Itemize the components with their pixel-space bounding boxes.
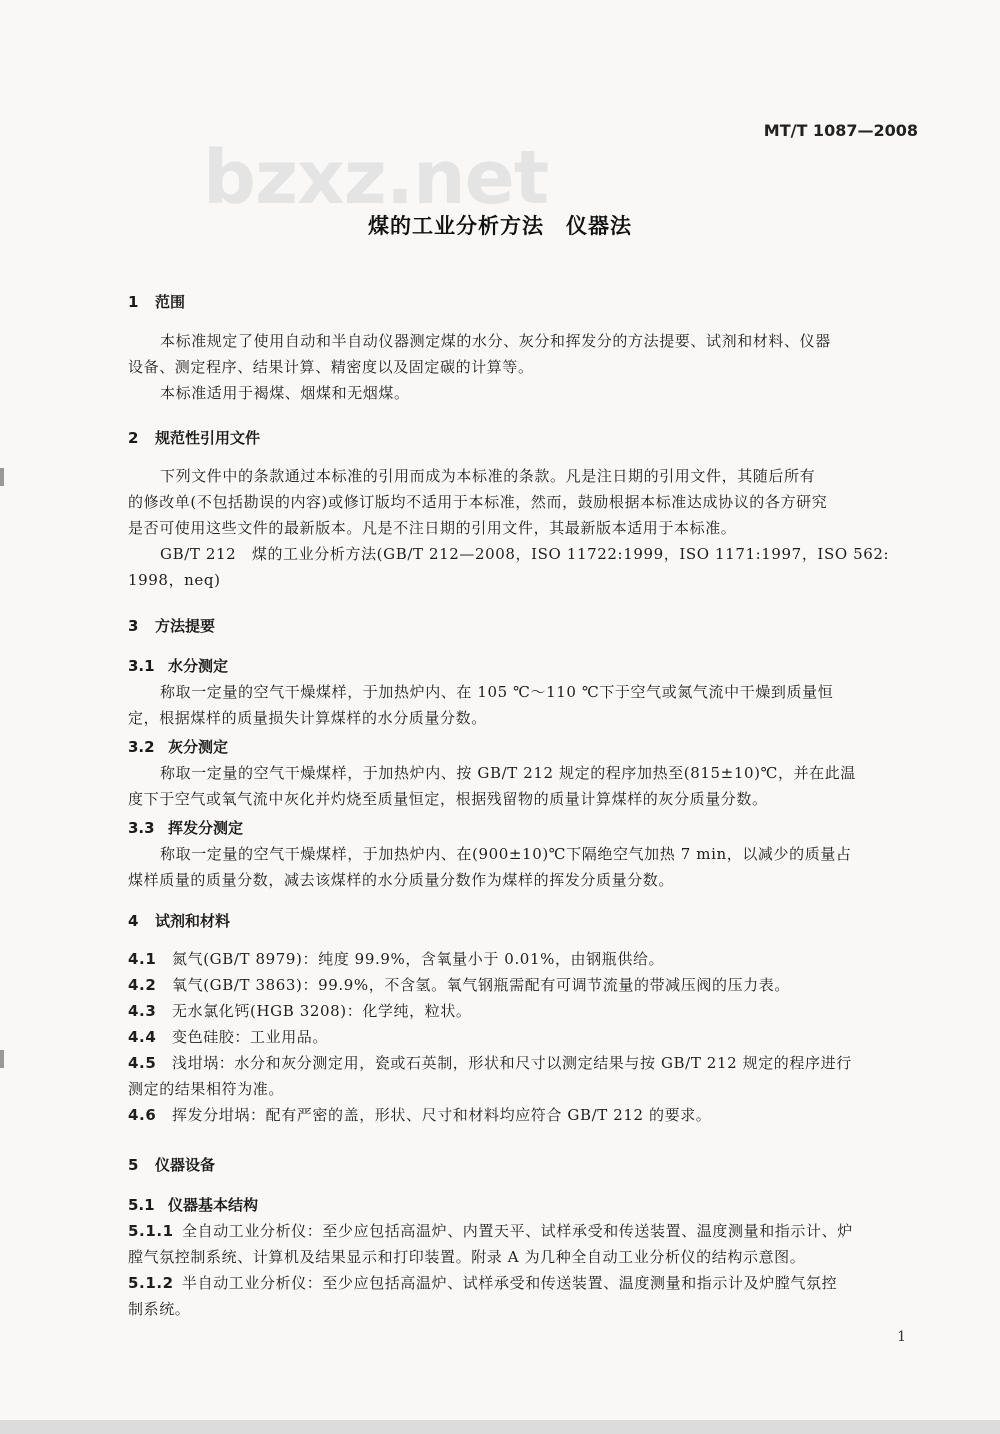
text-line: 本标准规定了使用自动和半自动仪器测定煤的水分、灰分和挥发分的方法提要、试剂和材料、仪器 (160, 332, 831, 350)
text-line: 本标准适用于褐煤、烟煤和无烟煤。 (160, 384, 410, 402)
section-title: 方法提要 (155, 617, 216, 635)
text-line: GB/T 212 煤的工业分析方法(GB/T 212—2008，ISO 11722:1999，ISO 1171:1997，ISO 562: (160, 545, 890, 563)
item-number: 4.6 (128, 1106, 157, 1124)
section-number: 2 (128, 429, 139, 447)
paragraph (128, 679, 918, 731)
section-title: 仪器设备 (155, 1156, 216, 1174)
subsection-heading (128, 736, 228, 757)
text-line: 称取一定量的空气干燥煤样，于加热炉内、按 GB/T 212 规定的程序加热至(815±10)℃，并在此温 (160, 764, 856, 782)
item-number: 4.2 (128, 976, 157, 994)
section-heading (128, 1154, 215, 1175)
item-text-continuation: 测定的结果相符为准。 (128, 1080, 285, 1098)
section-title: 范围 (155, 293, 186, 311)
item-number: 5.1.1 (128, 1222, 174, 1240)
item-list (128, 946, 918, 1128)
section-number: 4 (128, 912, 139, 930)
subsection-number: 3.3 (128, 819, 155, 837)
subsection-number: 3.2 (128, 738, 155, 756)
item-text: 半自动工业分析仪：至少应包括高温炉、试样承受和传送装置、温度测量和指示计及炉膛气氛控 (182, 1274, 838, 1292)
item-text: 变色硅胶：工业用品。 (172, 1028, 329, 1046)
item-number: 4.5 (128, 1054, 157, 1072)
item-text: 浅坩埚：水分和灰分测定用，瓷或石英制，形状和尺寸以测定结果与按 GB/T 212 规定的程序进行 (172, 1054, 852, 1072)
list-item (128, 998, 918, 1024)
item-number: 5.1.2 (128, 1274, 174, 1292)
text-line: 定，根据煤样的质量损失计算煤样的水分质量分数。 (128, 709, 487, 727)
section-heading (128, 291, 185, 312)
subsection-number: 5.1 (128, 1196, 155, 1214)
item-text: 氮气(GB/T 8979)：纯度 99.9%，含氧量小于 0.01%，由钢瓶供给。 (172, 950, 665, 968)
item-number: 4.4 (128, 1028, 157, 1046)
subsection-title: 仪器基本结构 (168, 1196, 259, 1214)
item-text-continuation: 膛气氛控制系统、计算机及结果显示和打印装置。附录 A 为几种全自动工业分析仪的结构示意图。 (128, 1248, 806, 1266)
document-title: 煤的工业分析方法 仪器法 (368, 214, 632, 238)
item-text-continuation: 制系统。 (128, 1300, 191, 1318)
scan-edge-mark (0, 468, 4, 486)
text-line: 设备、测定程序、结果计算、精密度以及固定碳的计算等。 (128, 358, 534, 376)
item-number: 4.1 (128, 950, 157, 968)
section-heading (128, 427, 260, 448)
item-text: 全自动工业分析仪：至少应包括高温炉、内置天平、试样承受和传送装置、温度测量和指示计、炉 (182, 1222, 853, 1240)
list-item (128, 1102, 918, 1128)
text-line: 是否可使用这些文件的最新版本。凡是不注日期的引用文件，其最新版本适用于本标准。 (128, 519, 737, 537)
subsection-title: 灰分测定 (168, 738, 229, 756)
subsection-title: 挥发分测定 (168, 819, 244, 837)
item-text: 无水氯化钙(HGB 3208)：化学纯，粒状。 (172, 1002, 472, 1020)
item-text: 挥发分坩埚：配有严密的盖，形状、尺寸和材料均应符合 GB/T 212 的要求。 (172, 1106, 712, 1124)
paragraph (128, 841, 918, 893)
subsection-heading (128, 1194, 258, 1215)
text-line: 度下于空气或氧气流中灰化并灼烧至质量恒定，根据残留物的质量计算煤样的灰分质量分数。 (128, 790, 768, 808)
paragraph (128, 463, 918, 593)
section-number: 3 (128, 617, 139, 635)
text-line: 1998，neq) (128, 571, 221, 589)
text-line: 称取一定量的空气干燥煤样，于加热炉内、在(900±10)℃下隔绝空气加热 7 min，以减少的质量占 (160, 845, 852, 863)
scan-edge-mark (0, 1050, 4, 1068)
page-number: 1 (897, 1329, 906, 1345)
text-line: 下列文件中的条款通过本标准的引用而成为本标准的条款。凡是注日期的引用文件，其随后所有 (160, 467, 816, 485)
list-item (128, 1024, 918, 1050)
standard-code: MT/T 1087—2008 (763, 121, 918, 140)
section-number: 5 (128, 1156, 139, 1174)
section-number: 1 (128, 293, 139, 311)
subsection-title: 水分测定 (168, 657, 229, 675)
list-item (128, 1218, 918, 1244)
section-title: 试剂和材料 (155, 912, 231, 930)
item-text: 氧气(GB/T 3863)：99.9%，不含氢。氧气钢瓶需配有可调节流量的带减压阀的压力表。 (172, 976, 790, 994)
subsection-number: 3.1 (128, 657, 155, 675)
text-line: 的修改单(不包括勘误的内容)或修订版均不适用于本标准，然而，鼓励根据本标准达成协议的各方研究 (128, 493, 828, 511)
section-heading (128, 910, 230, 931)
text-line: 称取一定量的空气干燥煤样，于加热炉内、在 105 ℃～110 ℃下于空气或氮气流中干燥到质量恒 (160, 683, 834, 701)
subsection-heading (128, 655, 228, 676)
paragraph (128, 760, 918, 812)
list-item (128, 1270, 918, 1296)
list-item (128, 946, 918, 972)
paragraph (128, 1218, 918, 1322)
subsection-heading (128, 817, 243, 838)
paragraph (128, 328, 918, 406)
list-item (128, 972, 918, 998)
text-line: 煤样质量的质量分数，减去该煤样的水分质量分数作为煤样的挥发分质量分数。 (128, 871, 675, 889)
item-number: 4.3 (128, 1002, 157, 1020)
list-item (128, 1050, 918, 1076)
section-title: 规范性引用文件 (155, 429, 261, 447)
section-heading (128, 615, 215, 636)
bottom-margin-band (0, 1420, 1000, 1434)
watermark: bzxz.net (203, 135, 549, 221)
